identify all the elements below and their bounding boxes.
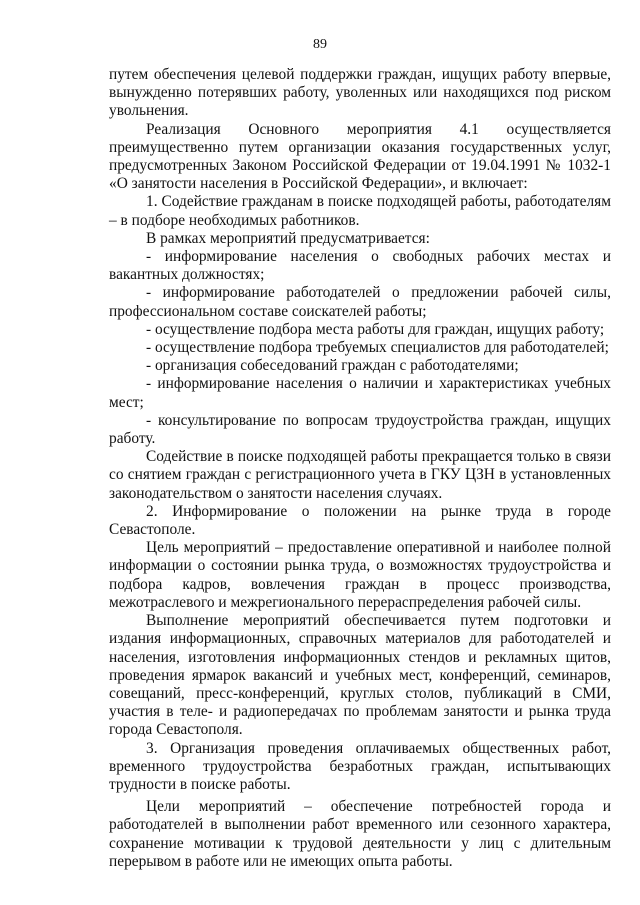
paragraph: - осуществление подбора требуемых специалистов для работодателей; [146,339,609,357]
page-number: 89 [313,37,327,52]
paragraph: путем обеспечения целевой поддержки граждан, ищущих работу впервые, вынужденно потерявших работу, уволенных или находящихся под риском увольнения. [109,66,611,120]
paragraph: - осуществление подбора места работы для граждан, ищущих работу; [146,320,605,338]
paragraph: Содействие в поиске подходящей работы прекращается только в связи со снятием граждан с регистрационного учета в ГКУ ЦЗН в установленных законодательством о занятости населения случаях. [109,448,611,502]
paragraph: 2. Информирование о положении на рынке труда в городе Севастополе. [109,502,611,539]
paragraph: Реализация Основного мероприятия 4.1 осуществляется преимущественно путем организации оказания государственных услуг, предусмотренных Законом Российской Федерации от 19.04.1991 № 1032-1 «О занятости населения в Российской Федерации», и включает: [109,120,611,193]
body-text [109,66,611,871]
paragraph: 3. Организация проведения оплачиваемых общественных работ, временного трудоустройства безработных граждан, испытывающих трудности в поиске работы. [109,739,611,793]
paragraph: - информирование работодателей о предложении рабочей силы, профессиональном составе соискателей работы; [109,284,611,320]
paragraph: Цель мероприятий – предоставление оперативной и наиболее полной информации о состоянии рынка труда, о возможностях трудоустройства и подбора кадров, вовлечения граждан в процесс производства, межотраслевого и межрегионального перераспределения рабочей силы. [109,539,611,611]
paragraph: Выполнение мероприятий обеспечивается путем подготовки и издания информационных, справочных материалов для работодателей и населения, изготовления информационных стендов и рекламных щитов, проведения ярмарок вакансий и учебных мест, конференций, семинаров, совещаний, пресс-конференций, круглых столов, публикаций в СМИ, участия в теле- и радиопередачах по проблемам занятости и рынка труда города Севастополя. [109,612,611,739]
paragraph: - организация собеседований граждан с работодателями; [146,357,519,375]
paragraph: В рамках мероприятий предусматривается: [146,229,430,247]
paragraph: - информирование населения о свободных рабочих местах и вакантных должностях; [109,248,611,284]
paragraph: - информирование населения о наличии и характеристиках учебных мест; [109,375,611,411]
paragraph: - консультирование по вопросам трудоустройства граждан, ищущих работу. [109,411,611,448]
paragraph: 1. Содействие гражданам в поиске подходящей работы, работодателям – в подборе необходимых работников. [109,193,611,229]
paragraph: Цели мероприятий – обеспечение потребностей города и работодателей в выполнении работ временного или сезонного характера, сохранение мотивации к трудовой деятельности у лиц с длительным перерывом в работе или не имеющих опыта работы. [109,798,611,870]
